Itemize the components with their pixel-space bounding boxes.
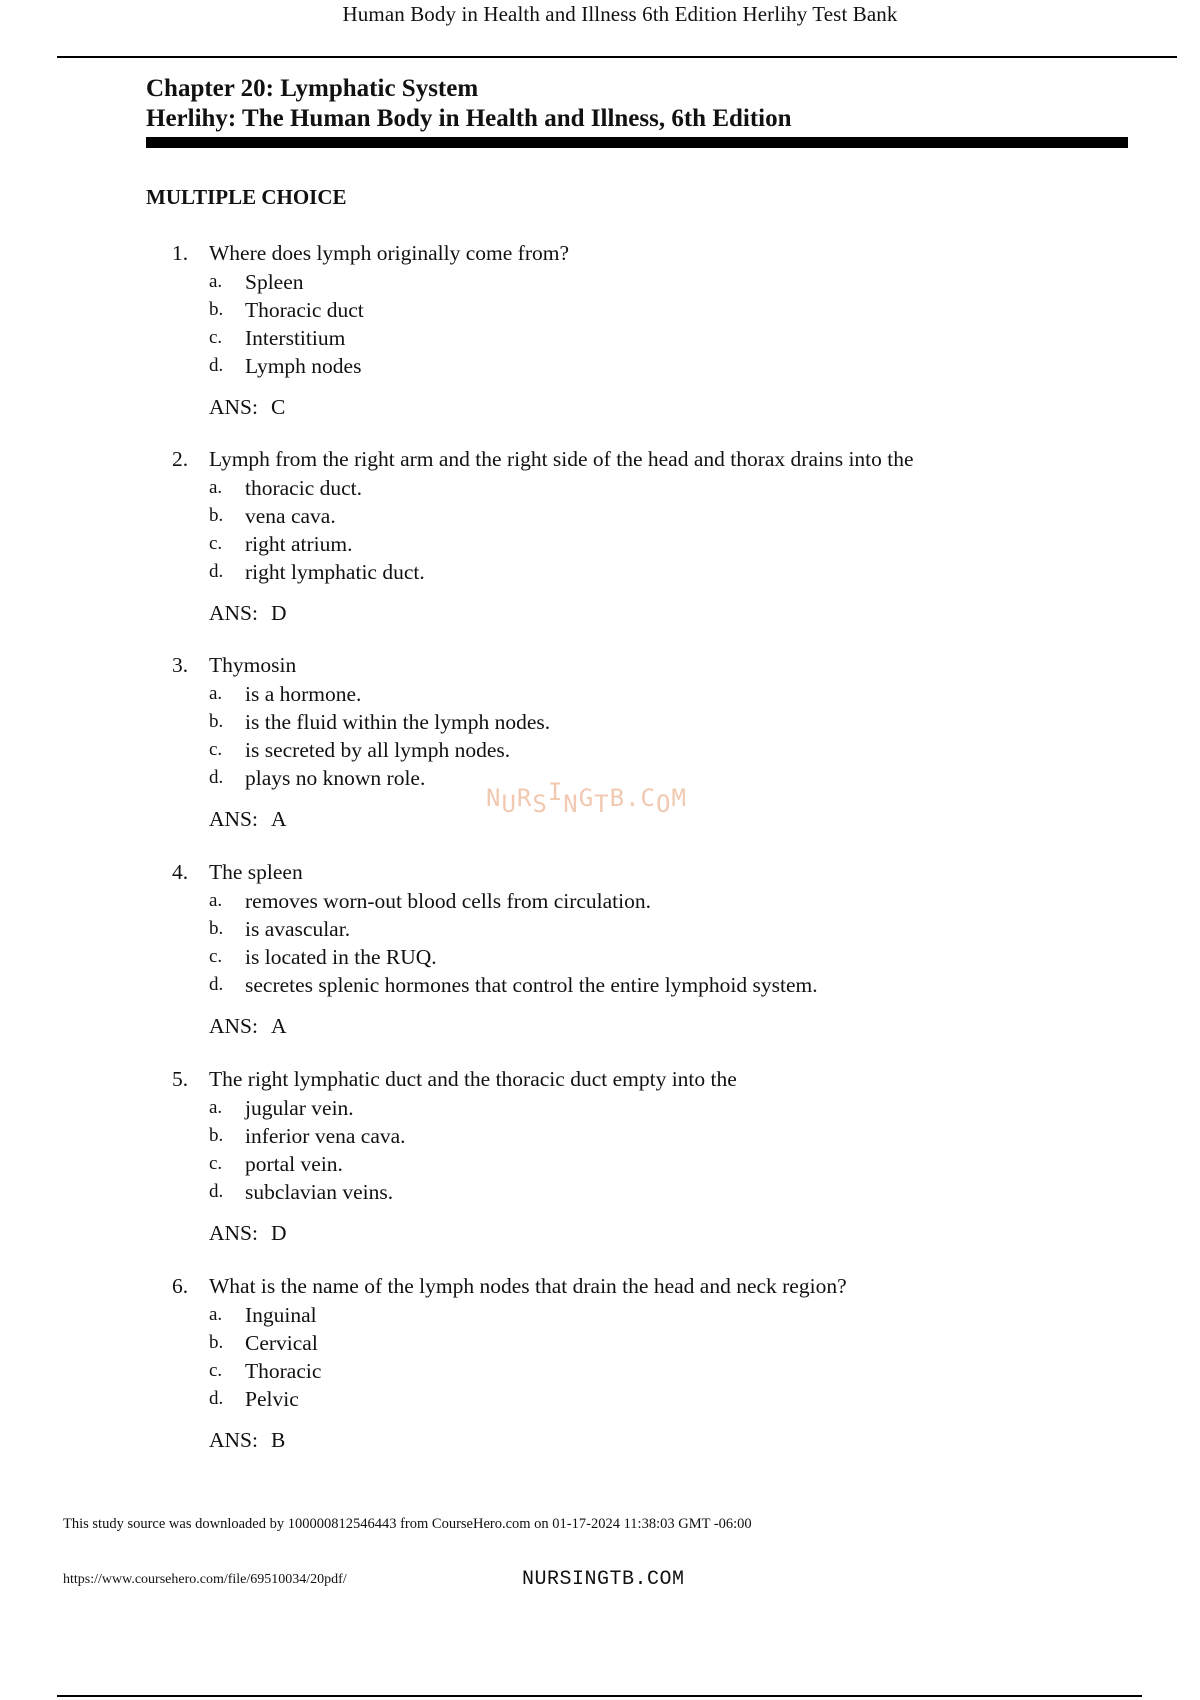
option	[209, 324, 1072, 352]
option-text: vena cava.	[245, 504, 336, 528]
option-text: secretes splenic hormones that control the entire lymphoid system.	[245, 973, 818, 997]
option-letter: c.	[209, 327, 223, 348]
option	[209, 680, 1072, 708]
option-letter: a.	[209, 271, 223, 292]
option-text: is located in the RUQ.	[245, 945, 437, 969]
answer-label: ANS:	[209, 1014, 258, 1038]
option-text: Inguinal	[245, 1303, 317, 1327]
option	[209, 943, 1072, 971]
question-text: The spleen	[209, 860, 303, 884]
option-text: jugular vein.	[245, 1096, 354, 1120]
option-letter: c.	[209, 739, 223, 760]
option-list	[209, 474, 1072, 586]
book-title: Herlihy: The Human Body in Health and Illness, 6th Edition	[146, 105, 792, 132]
option	[209, 736, 1072, 764]
option-letter: c.	[209, 1360, 223, 1381]
question-2	[172, 444, 1072, 627]
question-stem	[172, 857, 1072, 887]
option-letter: b.	[209, 711, 224, 732]
option-letter: c.	[209, 1153, 223, 1174]
option	[209, 971, 1072, 999]
option-letter: c.	[209, 946, 223, 967]
option-text: subclavian veins.	[245, 1180, 394, 1204]
option-letter: a.	[209, 890, 223, 911]
option-list	[209, 680, 1072, 792]
option-letter: c.	[209, 533, 223, 554]
question-stem	[172, 238, 1072, 268]
question-stem	[172, 1271, 1072, 1301]
chapter-title: Chapter 20: Lymphatic System	[146, 75, 479, 102]
answer-line	[209, 599, 1072, 627]
option-letter: b.	[209, 505, 224, 526]
option-text: portal vein.	[245, 1152, 343, 1176]
answer-label: ANS:	[209, 1428, 258, 1452]
question-text: The right lymphatic duct and the thoracic duct empty into the	[209, 1067, 737, 1091]
option	[209, 502, 1072, 530]
question-number: 1.	[172, 241, 189, 265]
option-letter: b.	[209, 1125, 224, 1146]
question-text: Lymph from the right arm and the right side of the head and thorax drains into the	[209, 447, 914, 471]
option-text: right lymphatic duct.	[245, 560, 425, 584]
option-text: removes worn-out blood cells from circulation.	[245, 889, 652, 913]
footer-brand: NURSINGTB.COM	[522, 1568, 685, 1591]
option	[209, 1122, 1072, 1150]
option-list	[209, 887, 1072, 999]
option	[209, 268, 1072, 296]
option-text: Interstitium	[245, 326, 346, 350]
option-text: is secreted by all lymph nodes.	[245, 738, 511, 762]
option	[209, 1385, 1072, 1413]
option-letter: a.	[209, 683, 223, 704]
question-4	[172, 857, 1072, 1040]
option-text: Cervical	[245, 1331, 318, 1355]
option-letter: d.	[209, 767, 224, 788]
option	[209, 708, 1072, 736]
answer-value: A	[271, 807, 287, 831]
option-letter: d.	[209, 1181, 224, 1202]
footer-source-note: This study source was downloaded by 100000812546443 from CourseHero.com on 01-17-2024 11:38:03 GMT -06:00	[63, 1516, 752, 1532]
answer-label: ANS:	[209, 1221, 258, 1245]
option-letter: d.	[209, 355, 224, 376]
question-number: 4.	[172, 860, 189, 884]
question-number: 3.	[172, 653, 189, 677]
question-number: 5.	[172, 1067, 189, 1091]
option	[209, 474, 1072, 502]
option-list	[209, 1094, 1072, 1206]
option-letter: d.	[209, 1388, 224, 1409]
option-text: is a hormone.	[245, 682, 362, 706]
option-text: Lymph nodes	[245, 354, 362, 378]
option	[209, 1178, 1072, 1206]
option-list	[209, 268, 1072, 380]
question-number: 2.	[172, 447, 189, 471]
question-stem	[172, 444, 1072, 474]
option-text: Pelvic	[245, 1387, 299, 1411]
option-letter: b.	[209, 918, 224, 939]
option	[209, 1357, 1072, 1385]
answer-label: ANS:	[209, 395, 258, 419]
bottom-rule	[57, 1695, 1142, 1697]
option-text: inferior vena cava.	[245, 1124, 406, 1148]
option-text: Thoracic	[245, 1359, 322, 1383]
answer-value: D	[271, 1221, 287, 1245]
footer-url-link[interactable]: https://www.coursehero.com/file/69510034/20pdf/	[63, 1572, 347, 1587]
option-text: is avascular.	[245, 917, 351, 941]
option-letter: d.	[209, 561, 224, 582]
question-6	[172, 1271, 1072, 1454]
option	[209, 352, 1072, 380]
option	[209, 1094, 1072, 1122]
option	[209, 1150, 1072, 1178]
option	[209, 530, 1072, 558]
option-text: plays no known role.	[245, 766, 426, 790]
option-letter: b.	[209, 299, 224, 320]
option-text: thoracic duct.	[245, 476, 363, 500]
header-rule	[57, 56, 1177, 58]
option	[209, 887, 1072, 915]
option	[209, 915, 1072, 943]
option-letter: a.	[209, 1097, 223, 1118]
option	[209, 1329, 1072, 1357]
option-letter: a.	[209, 1304, 223, 1325]
option-text: Spleen	[245, 270, 304, 294]
question-stem	[172, 650, 1072, 680]
option-text: right atrium.	[245, 532, 353, 556]
option-list	[209, 1301, 1072, 1413]
answer-value: B	[271, 1428, 286, 1452]
running-header: Human Body in Health and Illness 6th Edition Herlihy Test Bank	[342, 2, 898, 26]
answer-value: C	[271, 395, 286, 419]
question-1	[172, 238, 1072, 421]
answer-value: D	[271, 601, 287, 625]
question-text: Thymosin	[209, 653, 297, 677]
option-letter: a.	[209, 477, 223, 498]
option	[209, 1301, 1072, 1329]
answer-line	[209, 1219, 1072, 1247]
option-text: Thoracic duct	[245, 298, 364, 322]
question-text: What is the name of the lymph nodes that drain the head and neck region?	[209, 1274, 847, 1298]
question-5	[172, 1064, 1072, 1247]
option-letter: d.	[209, 974, 224, 995]
watermark: NURSINGTB.COM	[486, 778, 687, 818]
option	[209, 558, 1072, 586]
section-heading: MULTIPLE CHOICE	[146, 185, 347, 209]
answer-line	[209, 1426, 1072, 1454]
option-letter: b.	[209, 1332, 224, 1353]
answer-label: ANS:	[209, 601, 258, 625]
chapter-block	[146, 74, 1128, 148]
title-rule	[146, 137, 1128, 148]
answer-label: ANS:	[209, 807, 258, 831]
question-number: 6.	[172, 1274, 189, 1298]
option	[209, 296, 1072, 324]
question-stem	[172, 1064, 1072, 1094]
answer-line	[209, 1012, 1072, 1040]
answer-value: A	[271, 1014, 287, 1038]
question-text: Where does lymph originally come from?	[209, 241, 570, 265]
option-text: is the fluid within the lymph nodes.	[245, 710, 551, 734]
answer-line	[209, 393, 1072, 421]
